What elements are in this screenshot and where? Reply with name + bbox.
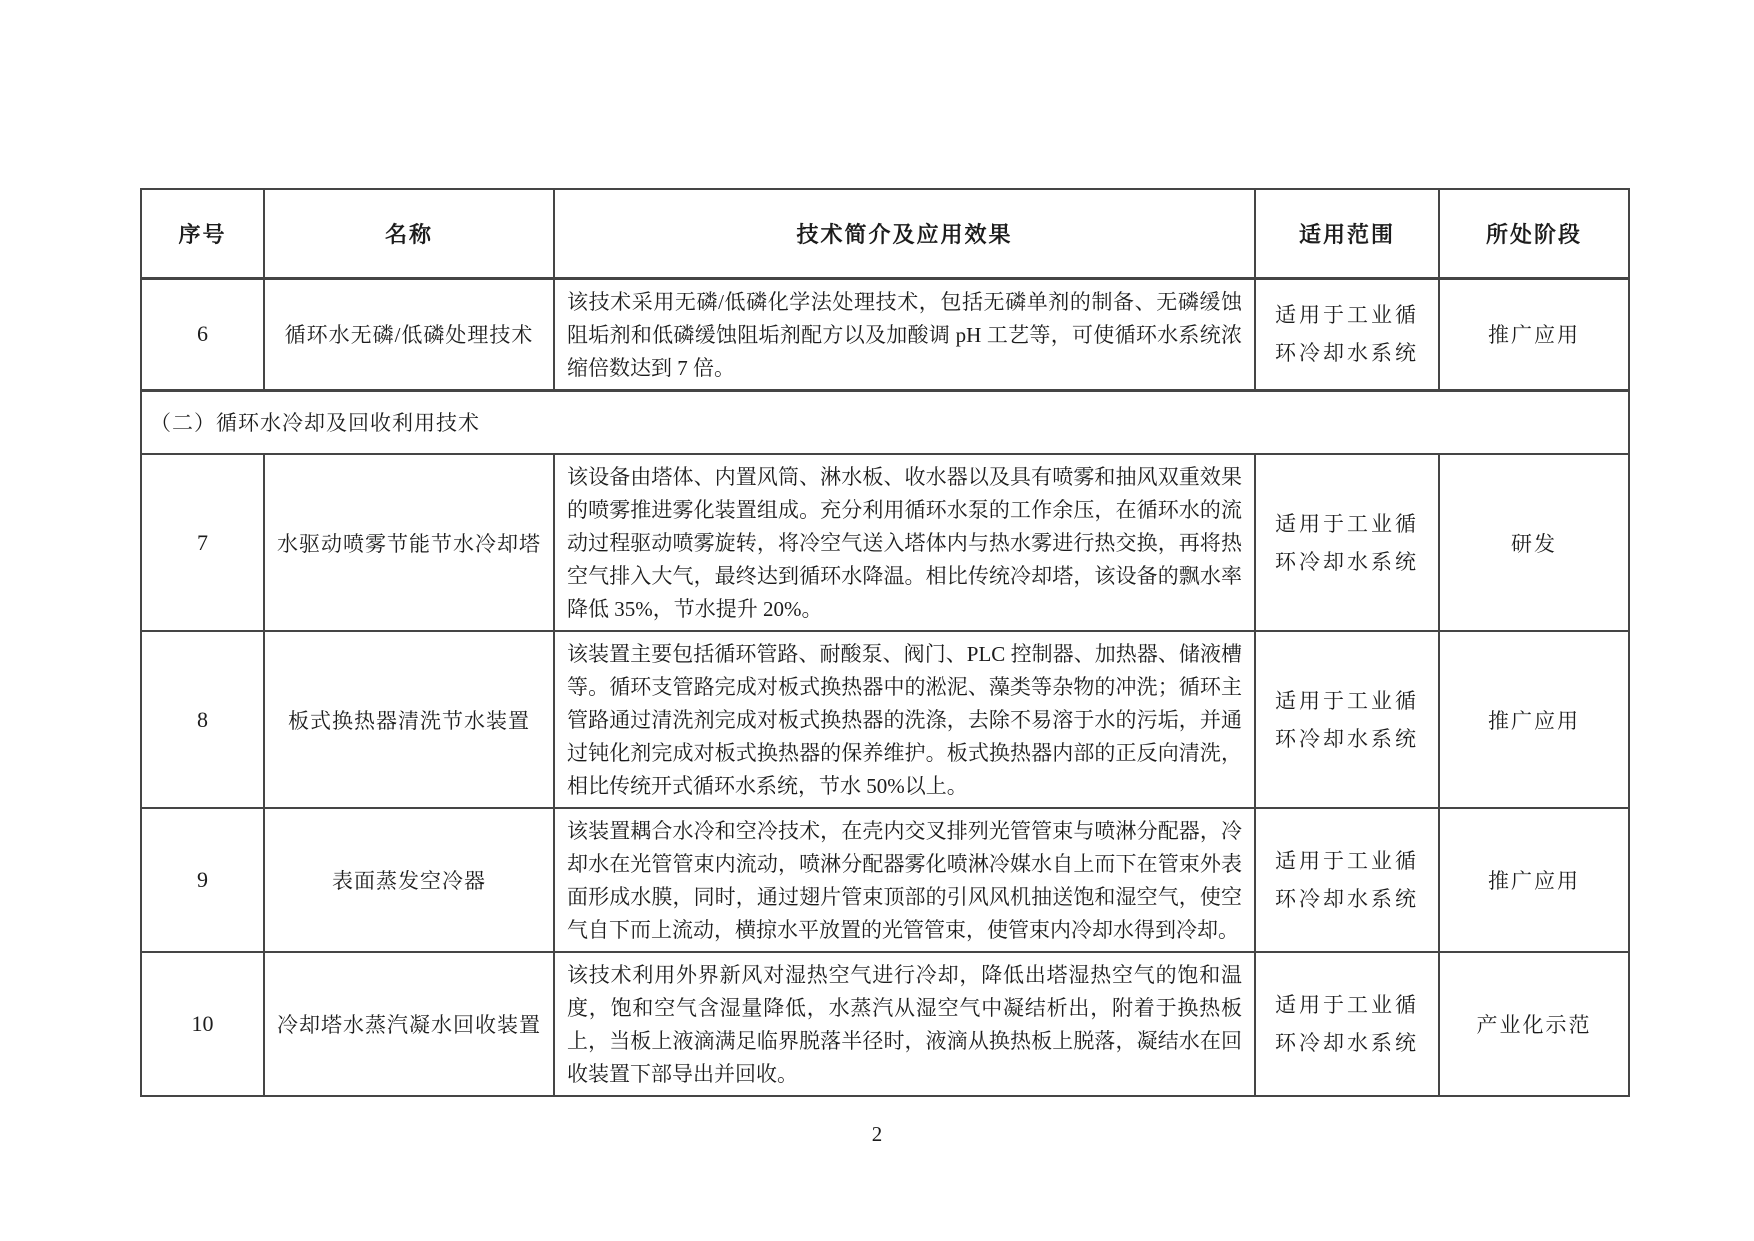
table-row: [141, 631, 1629, 808]
col-header-no: 序号: [141, 189, 264, 278]
row-description: 该技术采用无磷/低磷化学法处理技术，包括无磷单剂的制备、无磷缓蚀阻垢剂和低磷缓蚀阻垢剂配方以及加酸调 pH 工艺等，可使循环水系统浓缩倍数达到 7 倍。: [554, 278, 1255, 390]
table-row: [141, 454, 1629, 631]
row-stage: 推广应用: [1439, 631, 1629, 808]
row-no: 6: [141, 278, 264, 390]
col-header-desc: 技术简介及应用效果: [554, 189, 1255, 278]
row-no: 10: [141, 952, 264, 1096]
row-no: 8: [141, 631, 264, 808]
table-header-row: [141, 189, 1629, 278]
row-description: 该技术利用外界新风对湿热空气进行冷却，降低出塔湿热空气的饱和温度，饱和空气含湿量降低，水蒸汽从湿空气中凝结析出，附着于换热板上，当板上液滴满足临界脱落半径时，液滴从换热板上脱落，凝结水在回收装置下部导出并回收。: [554, 952, 1255, 1096]
col-header-name: 名称: [264, 189, 554, 278]
row-name: 板式换热器清洗节水装置: [264, 631, 554, 808]
row-scope: 适用于工业循环冷却水系统: [1255, 808, 1439, 952]
row-scope: 适用于工业循环冷却水系统: [1255, 952, 1439, 1096]
section-header-row: [141, 390, 1629, 454]
row-name: 冷却塔水蒸汽凝水回收装置: [264, 952, 554, 1096]
row-name: 水驱动喷雾节能节水冷却塔: [264, 454, 554, 631]
row-description: 该设备由塔体、内置风筒、淋水板、收水器以及具有喷雾和抽风双重效果的喷雾推进雾化装置组成。充分利用循环水泵的工作余压，在循环水的流动过程驱动喷雾旋转，将冷空气送入塔体内与热水雾进行热交换，再将热空气排入大气，最终达到循环水降温。相比传统冷却塔，该设备的飘水率降低 35%，节水提升 20%。: [554, 454, 1255, 631]
table-row: [141, 952, 1629, 1096]
row-scope: 适用于工业循环冷却水系统: [1255, 454, 1439, 631]
row-scope: 适用于工业循环冷却水系统: [1255, 278, 1439, 390]
row-stage: 研发: [1439, 454, 1629, 631]
row-no: 7: [141, 454, 264, 631]
row-stage: 推广应用: [1439, 808, 1629, 952]
row-description: 该装置耦合水冷和空冷技术，在壳内交叉排列光管管束与喷淋分配器，冷却水在光管管束内流动，喷淋分配器雾化喷淋冷媒水自上而下在管束外表面形成水膜，同时，通过翅片管束顶部的引风风机抽送饱和湿空气，使空气自下而上流动，横掠水平放置的光管管束，使管束内冷却水得到冷却。: [554, 808, 1255, 952]
row-stage: 产业化示范: [1439, 952, 1629, 1096]
row-description: 该装置主要包括循环管路、耐酸泵、阀门、PLC 控制器、加热器、储液槽等。循环支管路完成对板式换热器中的淞泥、藻类等杂物的冲洗；循环主管路通过清洗剂完成对板式换热器的洗涤，去除不易溶于水的污垢，并通过钝化剂完成对板式换热器的保养维护。板式换热器内部的正反向清洗，相比传统开式循环水系统，节水 50%以上。: [554, 631, 1255, 808]
technology-table: [140, 188, 1630, 1097]
section-header-label: （二）循环水冷却及回收利用技术: [141, 390, 1629, 454]
col-header-stage: 所处阶段: [1439, 189, 1629, 278]
page-number: 2: [871, 1122, 883, 1146]
table-row: [141, 278, 1629, 390]
table-row: [141, 808, 1629, 952]
row-name: 表面蒸发空冷器: [264, 808, 554, 952]
row-stage: 推广应用: [1439, 278, 1629, 390]
row-no: 9: [141, 808, 264, 952]
row-name: 循环水无磷/低磷处理技术: [264, 278, 554, 390]
col-header-scope: 适用范围: [1255, 189, 1439, 278]
row-scope: 适用于工业循环冷却水系统: [1255, 631, 1439, 808]
